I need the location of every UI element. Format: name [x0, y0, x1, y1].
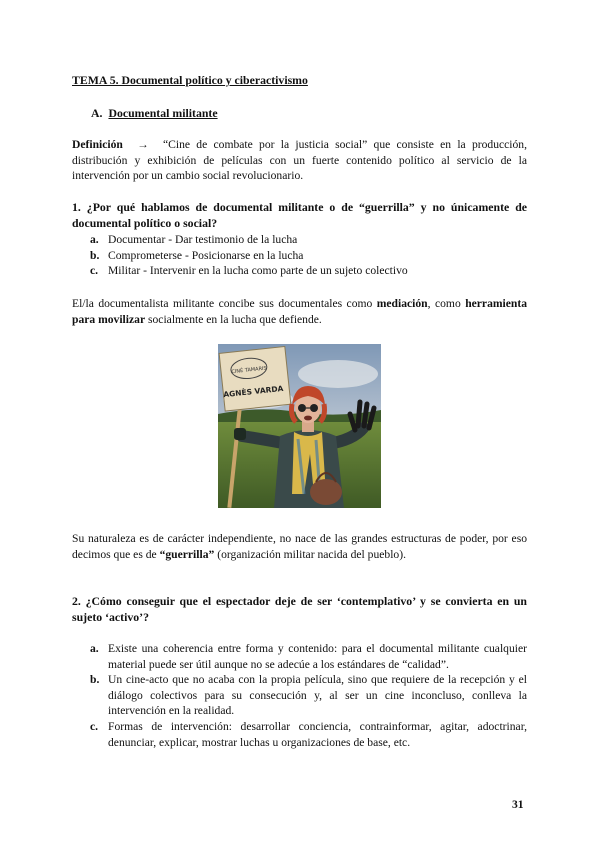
section-a-title: Documental militante	[108, 106, 218, 120]
list-marker: a.	[90, 642, 99, 655]
list-2	[72, 641, 527, 750]
list-item-text: Existe una coherencia entre forma y contenido: para el documental militante cualquier material puede ser útil aunque no se adecúe a los estándares de “calidad”.	[108, 642, 527, 671]
para2-text-end: (organización militar nacida del pueblo).	[214, 547, 406, 561]
list-marker: c.	[90, 264, 99, 278]
right-arrow-icon: →	[137, 138, 149, 151]
list-item-text: Un cine-acto que no acaba con la propia película, sino que requiere de la recepción y el diálogo colectivos para su consecución y, al ser un cine inconcluso, conlleva la intervención en la realidad.	[108, 673, 527, 718]
para1-text: El/la documentalista militante concibe sus documentales como	[72, 297, 377, 310]
sign-stamp: CINÉ TAMARIS	[231, 365, 267, 376]
list-item	[72, 719, 527, 750]
page-number: 31	[512, 798, 524, 811]
question-2: 2. ¿Cómo conseguir que el espectador deje de ser ‘contemplativo’ y se convierta en un sujeto ‘activo’?	[72, 594, 527, 624]
section-a-letter: A.	[91, 106, 103, 120]
para1-bold-mediacion: mediación	[376, 297, 428, 310]
para2-bold-guerrilla: “guerrilla”	[159, 547, 215, 561]
list-item	[72, 672, 527, 719]
list-item	[72, 263, 527, 279]
document-heading: TEMA 5. Documental político y ciberactivismo	[72, 73, 308, 87]
list-marker: b.	[90, 248, 100, 262]
list-marker: b.	[90, 673, 100, 687]
list-item-text: Documentar - Dar testimonio de la lucha	[108, 233, 298, 246]
list-item-text: Militar - Intervenir en la lucha como parte de un sujeto colectivo	[108, 264, 408, 278]
list-item	[72, 232, 527, 248]
definition-paragraph	[72, 137, 527, 184]
list-marker: a.	[90, 233, 99, 246]
list-1	[72, 232, 527, 279]
paragraph-guerrilla	[72, 531, 527, 562]
para2-text: Su naturaleza es de carácter independiente, no nace de las grandes estructuras de poder, por eso decimos que es de	[72, 532, 527, 561]
list-marker: c.	[90, 719, 99, 733]
definition-text: “Cine de combate por la justicia social” que consiste en la producción, distribución y exhibición de películas con un fuerte contenido político al servicio de la intervención por un cambio social revolucionario.	[72, 138, 528, 183]
list-item-text: Formas de intervención: desarrollar conciencia, contrainformar, agitar, adoctrinar, denunciar, explicar, mostrar luchas u organizaciones de base, etc.	[108, 719, 527, 749]
question-1: 1. ¿Por qué hablamos de documental militante o de “guerrilla” y no únicamente de documental político o social?	[72, 200, 527, 230]
sign-text: AGNÈS VARDA	[222, 383, 284, 400]
para1-text-mid: , como	[427, 297, 466, 310]
list-item	[72, 248, 527, 264]
para1-bold-herramienta: herramienta para movilizar	[72, 297, 528, 326]
definition-label: Definición	[72, 138, 123, 151]
paragraph-mediation	[72, 296, 527, 327]
para1-text-end: socialmente en la lucha que defiende.	[145, 312, 322, 326]
section-a-heading	[91, 106, 218, 122]
agnes-varda-photo	[218, 344, 381, 508]
list-item-text: Comprometerse - Posicionarse en la lucha	[108, 248, 304, 262]
list-item	[72, 641, 527, 672]
